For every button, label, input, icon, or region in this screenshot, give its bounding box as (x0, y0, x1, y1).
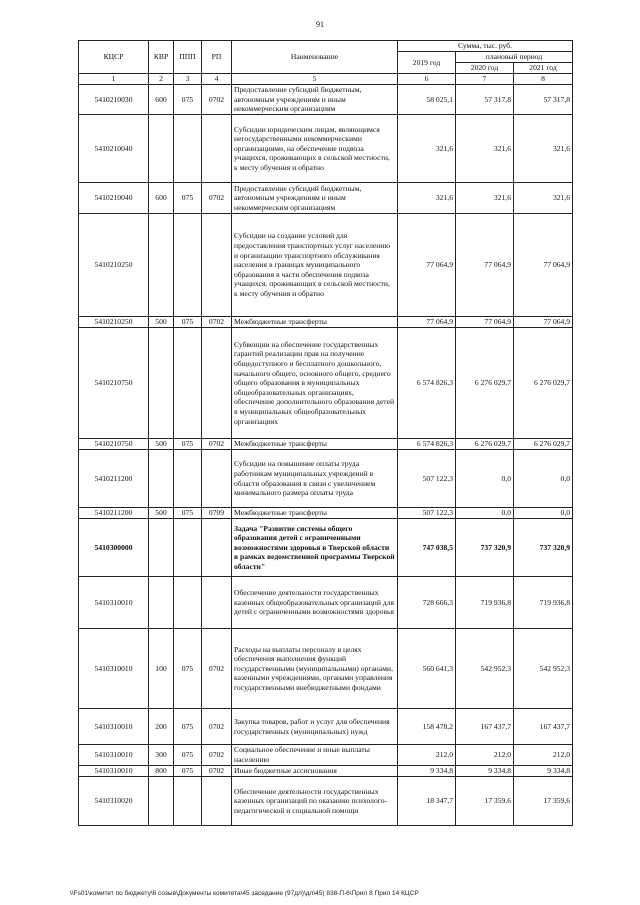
cell-2019: 18 347,7 (398, 777, 456, 826)
cell-2019: 321,6 (398, 183, 456, 214)
cell-kcsr: 5410300000 (79, 519, 149, 577)
budget-table (78, 40, 573, 826)
cell-2021: 321,6 (514, 115, 573, 183)
cell-name: Предоставление субсидий бюджетным, автономным учреждениям и иным некоммерческим организациям (232, 183, 398, 214)
cell-kvr: 600 (149, 85, 174, 115)
cell-name: Субсидии на создание условий для предоставления транспортных услуг населению и организацию транспортного обслуживания населения в границах муниципального образования в части обеспечения подвоза учащихся, проживающих в сельской местности, к месту обучения и обратно (232, 214, 398, 317)
col-header-2020: 2020 год (456, 63, 514, 74)
cell-kcsr: 5410210040 (79, 115, 149, 183)
cell-kcsr: 5410210030 (79, 85, 149, 115)
cell-rp (202, 777, 232, 826)
col-header-kcsr: КЦСР (79, 41, 149, 74)
col-header-rp: РП (202, 41, 232, 74)
cell-rp (202, 328, 232, 439)
cell-ppp (174, 115, 202, 183)
cell-2019: 158 478,2 (398, 709, 456, 745)
col-number: 4 (202, 74, 232, 85)
table-row (79, 328, 573, 439)
cell-rp (202, 214, 232, 317)
cell-name: Социальное обеспечение и иные выплаты населению (232, 745, 398, 766)
cell-rp: 0702 (202, 745, 232, 766)
cell-kvr (149, 115, 174, 183)
table-row (79, 519, 573, 577)
cell-2019: 6 574 826,3 (398, 439, 456, 450)
cell-2019: 212,0 (398, 745, 456, 766)
cell-rp: 0702 (202, 629, 232, 709)
col-number: 3 (174, 74, 202, 85)
cell-2021: 0,0 (514, 508, 573, 519)
cell-ppp (174, 577, 202, 629)
cell-ppp: 075 (174, 766, 202, 777)
cell-rp (202, 115, 232, 183)
cell-2020: 542 952,3 (456, 629, 514, 709)
cell-kvr: 100 (149, 629, 174, 709)
cell-rp: 0702 (202, 766, 232, 777)
cell-name: Субсидии на повышение оплаты труда работникам муниципальных учреждений в области образования в связи с увеличением минимального размера оплаты труда (232, 450, 398, 508)
col-number: 2 (149, 74, 174, 85)
cell-kcsr: 5410210750 (79, 439, 149, 450)
cell-kvr: 500 (149, 508, 174, 519)
cell-kcsr: 5410211200 (79, 508, 149, 519)
table-row (79, 85, 573, 115)
column-number-row (79, 74, 573, 85)
cell-2021: 0,0 (514, 450, 573, 508)
cell-ppp: 075 (174, 508, 202, 519)
col-header-planned: плановый период (456, 52, 573, 63)
cell-kvr: 500 (149, 317, 174, 328)
cell-ppp: 075 (174, 709, 202, 745)
cell-2021: 77 064,9 (514, 214, 573, 317)
cell-ppp (174, 214, 202, 317)
cell-rp: 0702 (202, 709, 232, 745)
cell-2021: 542 952,3 (514, 629, 573, 709)
cell-2021: 212,0 (514, 745, 573, 766)
cell-ppp: 075 (174, 85, 202, 115)
cell-name: Расходы на выплаты персоналу в целях обеспечения выполнения функций государственными (муниципальными) органами, казенными учреждениями, органами управления государственными внебюджетными фондами (232, 629, 398, 709)
cell-name: Межбюджетные трансферты (232, 317, 398, 328)
cell-kvr (149, 450, 174, 508)
cell-2021: 9 334,8 (514, 766, 573, 777)
cell-kcsr: 5410211200 (79, 450, 149, 508)
cell-rp: 0702 (202, 317, 232, 328)
cell-2019: 77 064,9 (398, 317, 456, 328)
cell-2020: 0,0 (456, 508, 514, 519)
cell-2019: 560 641,3 (398, 629, 456, 709)
cell-2021: 719 936,8 (514, 577, 573, 629)
cell-name: Иные бюджетные ассигнования (232, 766, 398, 777)
cell-kcsr: 5410310020 (79, 777, 149, 826)
cell-2020: 321,6 (456, 183, 514, 214)
cell-kcsr: 5410310010 (79, 709, 149, 745)
table-row (79, 577, 573, 629)
cell-2020: 212,0 (456, 745, 514, 766)
col-number: 1 (79, 74, 149, 85)
table-row (79, 777, 573, 826)
cell-kvr (149, 777, 174, 826)
col-header-2019: 2019 год (398, 52, 456, 74)
cell-ppp: 075 (174, 629, 202, 709)
cell-kcsr: 5410310010 (79, 629, 149, 709)
cell-2020: 17 359,6 (456, 777, 514, 826)
col-number: 7 (456, 74, 514, 85)
cell-rp (202, 450, 232, 508)
cell-2019: 321,6 (398, 115, 456, 183)
table-row (79, 183, 573, 214)
col-header-2021: 2021 год (514, 63, 573, 74)
cell-kcsr: 5410310010 (79, 766, 149, 777)
col-number: 8 (514, 74, 573, 85)
cell-rp: 0702 (202, 439, 232, 450)
cell-2021: 167 437,7 (514, 709, 573, 745)
cell-2019: 6 574 826,3 (398, 328, 456, 439)
cell-kcsr: 5410210250 (79, 214, 149, 317)
col-header-kvr: КВР (149, 41, 174, 74)
cell-name: Задача "Развитие системы общего образования детей с ограниченными возможностями здоровья в Тверской области в рамках ведомственной программы Тверской области" (232, 519, 398, 577)
cell-2019: 507 122,3 (398, 508, 456, 519)
cell-name: Межбюджетные трансферты (232, 439, 398, 450)
cell-2019: 728 666,3 (398, 577, 456, 629)
cell-2021: 6 276 029,7 (514, 328, 573, 439)
cell-rp (202, 577, 232, 629)
cell-kcsr: 5410210040 (79, 183, 149, 214)
cell-name: Обеспечение деятельности государственных казенных общеобразовательных организаций для детей с ограниченными возможностями здоровья (232, 577, 398, 629)
cell-2021: 77 064,9 (514, 317, 573, 328)
cell-2020: 6 276 029,7 (456, 439, 514, 450)
table-row (79, 450, 573, 508)
cell-rp: 0702 (202, 85, 232, 115)
cell-kcsr: 5410310010 (79, 577, 149, 629)
cell-2019: 77 064,9 (398, 214, 456, 317)
table-row (79, 317, 573, 328)
cell-ppp: 075 (174, 745, 202, 766)
cell-ppp (174, 450, 202, 508)
col-number: 5 (232, 74, 398, 85)
cell-kcsr: 5410210750 (79, 328, 149, 439)
cell-2020: 77 064,9 (456, 214, 514, 317)
table-row (79, 629, 573, 709)
cell-2020: 6 276 029,7 (456, 328, 514, 439)
cell-2019: 747 038,5 (398, 519, 456, 577)
cell-ppp (174, 777, 202, 826)
cell-2020: 57 317,8 (456, 85, 514, 115)
col-number: 6 (398, 74, 456, 85)
col-header-sum: Сумма, тыс. руб. (398, 41, 573, 52)
table-row (79, 709, 573, 745)
cell-kvr (149, 577, 174, 629)
cell-2021: 17 359,6 (514, 777, 573, 826)
cell-2019: 9 334,8 (398, 766, 456, 777)
table-body (79, 85, 573, 826)
cell-rp: 0709 (202, 508, 232, 519)
cell-2020: 9 334,8 (456, 766, 514, 777)
cell-name: Обеспечение деятельности государственных казенных организаций по оказанию психолого-педагогической и социальной помощи (232, 777, 398, 826)
cell-2020: 321,6 (456, 115, 514, 183)
table-row (79, 508, 573, 519)
cell-rp: 0702 (202, 183, 232, 214)
cell-kvr: 200 (149, 709, 174, 745)
cell-kcsr: 5410210250 (79, 317, 149, 328)
cell-ppp: 075 (174, 317, 202, 328)
cell-kvr: 500 (149, 439, 174, 450)
cell-kvr (149, 519, 174, 577)
table-row (79, 115, 573, 183)
cell-2021: 57 317,8 (514, 85, 573, 115)
table-row (79, 745, 573, 766)
cell-kvr (149, 328, 174, 439)
page-number: 91 (316, 20, 324, 29)
cell-rp (202, 519, 232, 577)
cell-name: Субсидии юридическим лицам, являющимся негосударственными некоммерческими организациями, на обеспечение подвоза учащихся, проживающих в сельской местности, к месту обучения и обратно (232, 115, 398, 183)
cell-2021: 737 320,9 (514, 519, 573, 577)
col-header-ppp: ППП (174, 41, 202, 74)
cell-name: Субвенции на обеспечение государственных гарантий реализации прав на получение общедоступного и бесплатного дошкольного, начального общего, основного общего, среднего общего образования в муниципальных общеобразовательных организациях, обеспечение дополнительного образования детей в муниципальных общеобразовательных организациях (232, 328, 398, 439)
file-path-footer: \\Fs01\комитет по бюджету\6 созыв\Документы комитета\45 заседание (97дл)\дл\45) 838-П-6\Прил 8 Прил 14 КЦСР (70, 890, 419, 897)
cell-2020: 719 936,8 (456, 577, 514, 629)
cell-name: Закупка товаров, работ и услуг для обеспечения государственных (муниципальных) нужд (232, 709, 398, 745)
table-row (79, 214, 573, 317)
cell-name: Предоставление субсидий бюджетным, автономным учреждениям и иным некоммерческим организациям (232, 85, 398, 115)
cell-name: Межбюджетные трансферты (232, 508, 398, 519)
cell-2020: 167 437,7 (456, 709, 514, 745)
col-header-name: Наименование (232, 41, 398, 74)
cell-2020: 0,0 (456, 450, 514, 508)
table-row (79, 766, 573, 777)
cell-kvr: 300 (149, 745, 174, 766)
cell-2021: 321,6 (514, 183, 573, 214)
cell-2020: 737 320,9 (456, 519, 514, 577)
cell-kcsr: 5410310010 (79, 745, 149, 766)
cell-kvr (149, 214, 174, 317)
cell-ppp (174, 328, 202, 439)
cell-ppp (174, 519, 202, 577)
cell-2019: 507 122,3 (398, 450, 456, 508)
cell-2021: 6 276 029,7 (514, 439, 573, 450)
cell-2020: 77 064,9 (456, 317, 514, 328)
cell-2019: 58 025,1 (398, 85, 456, 115)
table-row (79, 439, 573, 450)
cell-kvr: 800 (149, 766, 174, 777)
cell-ppp: 075 (174, 439, 202, 450)
cell-kvr: 600 (149, 183, 174, 214)
cell-ppp: 075 (174, 183, 202, 214)
